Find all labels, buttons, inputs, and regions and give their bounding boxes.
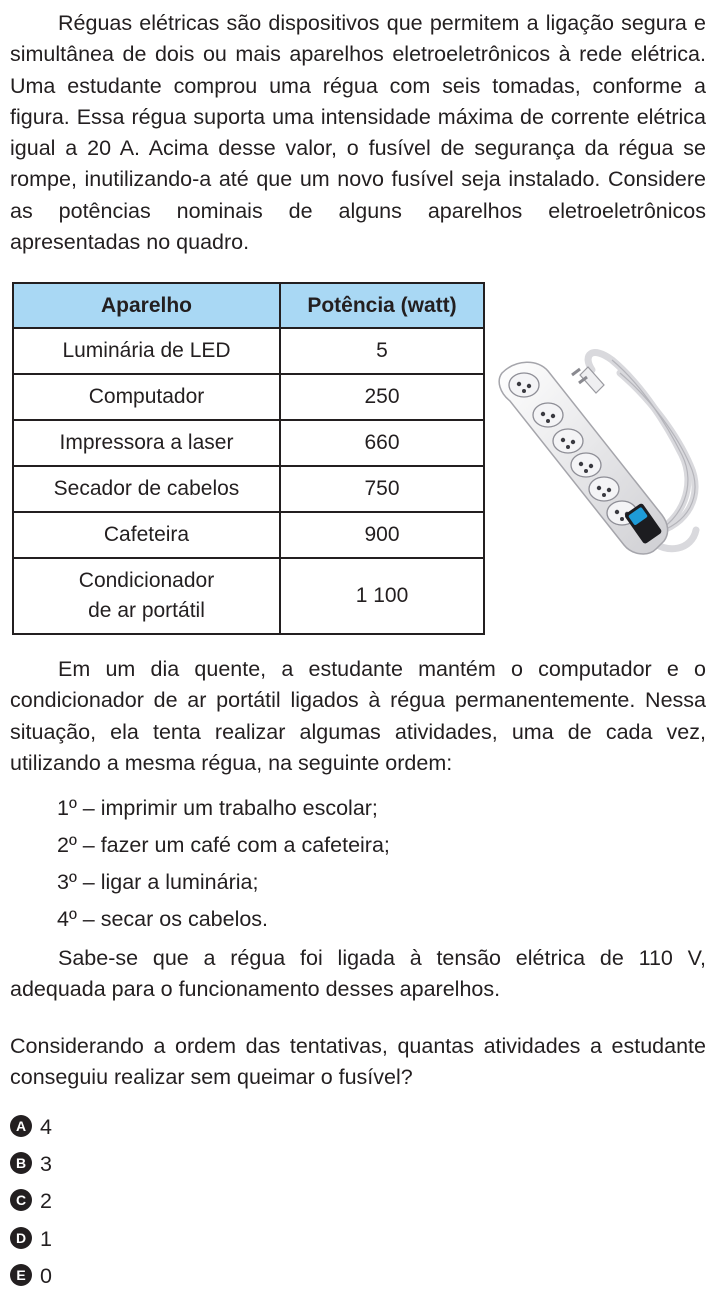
option-text: 1 (40, 1227, 52, 1251)
table-header-device: Aparelho (13, 283, 280, 328)
table-row (13, 374, 484, 420)
device-name-line1: Condicionador (78, 569, 215, 592)
plug-icon (572, 367, 604, 393)
table-cell-device: Cafeteira (13, 512, 280, 558)
table-cell-power: 5 (280, 328, 484, 374)
option-letter-badge: B (10, 1152, 32, 1174)
table-cell-power: 750 (280, 466, 484, 512)
table-row (13, 558, 484, 634)
table-cell-power: 900 (280, 512, 484, 558)
option-text: 4 (40, 1115, 52, 1139)
table-cell-power: 250 (280, 374, 484, 420)
table-cell-device: Impressora a laser (13, 420, 280, 466)
table-row (13, 512, 484, 558)
table-cell-power: 660 (280, 420, 484, 466)
table-header-power: Potência (watt) (280, 283, 484, 328)
option-letter-badge: A (10, 1115, 32, 1137)
table-header-row (13, 283, 484, 328)
option-c[interactable] (10, 1186, 52, 1216)
device-name-line2: de ar portátil (88, 599, 205, 622)
option-letter-badge: D (10, 1227, 32, 1249)
option-e[interactable] (10, 1261, 52, 1291)
question-text: Considerando a ordem das tentativas, quantas atividades a estudante conseguiu realizar sem queimar o fusível? (10, 1034, 706, 1090)
table-cell-power: 1 100 (280, 558, 484, 634)
option-d[interactable] (10, 1224, 52, 1254)
intro-paragraph: Réguas elétricas são dispositivos que permitem a ligação segura e simultânea de dois ou mais aparelhos eletroeletrônicos à rede elétrica. Uma estudante comprou uma régua com seis tomadas, conforme a figura. Essa régua suporta uma intensidade máxima de corrente elétrica igual a 20 A. Acima desse valor, o fusível de segurança da régua se rompe, inutilizando-a até que um novo fusível seja instalado. Considere as potências nominais de alguns aparelhos eletroeletrônicos apresentadas no quadro. (10, 11, 706, 255)
table-cell-device: Luminária de LED (13, 328, 280, 374)
table-row (13, 420, 484, 466)
power-strip-illustration (492, 345, 702, 570)
option-letter-badge: C (10, 1189, 32, 1211)
table-cell-device: Secador de cabelos (13, 466, 280, 512)
option-b[interactable] (10, 1149, 52, 1179)
voltage-paragraph: Sabe-se que a régua foi ligada à tensão elétrica de 110 V, adequada para o funcionamento desses aparelhos. (10, 946, 706, 1002)
step-item: 2º – fazer um café com a cafeteira; (57, 833, 390, 857)
option-text: 0 (40, 1264, 52, 1288)
option-text: 2 (40, 1189, 52, 1213)
step-item: 3º – ligar a luminária; (57, 870, 259, 894)
table-cell-device (13, 558, 280, 634)
option-a[interactable] (10, 1112, 52, 1142)
outlet-icons (509, 373, 637, 525)
power-table (12, 282, 485, 635)
scenario-paragraph: Em um dia quente, a estudante mantém o computador e o condicionador de ar portátil ligados à régua permanentemente. Nessa situação, ela tenta realizar algumas atividades, uma de cada vez, utilizando a mesma régua, na seguinte ordem: (10, 657, 706, 775)
step-item: 1º – imprimir um trabalho escolar; (57, 796, 378, 820)
table-row (13, 466, 484, 512)
table-row (13, 328, 484, 374)
table-cell-device: Computador (13, 374, 280, 420)
option-letter-badge: E (10, 1264, 32, 1286)
option-text: 3 (40, 1152, 52, 1176)
step-item: 4º – secar os cabelos. (57, 907, 269, 931)
